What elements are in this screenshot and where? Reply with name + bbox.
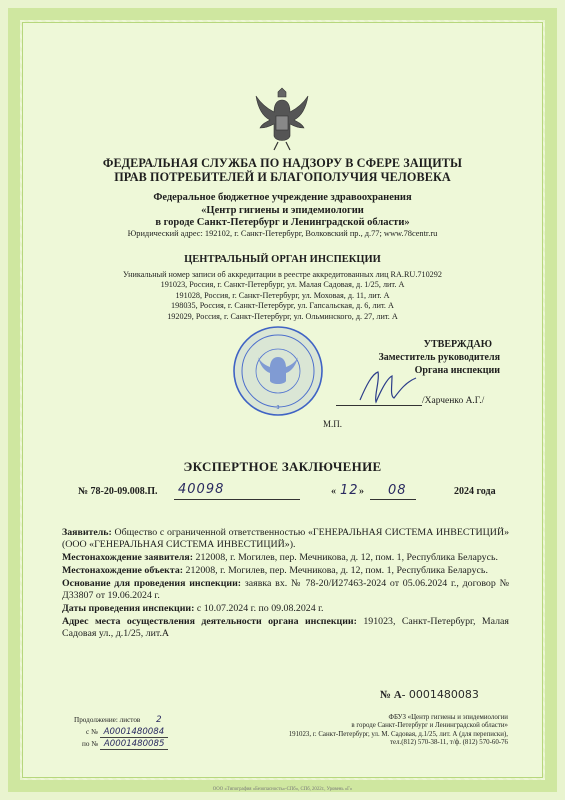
object-location-value: 212008, г. Могилев, пер. Мечникова, д. 12, пом. 1, Республика Беларусь. xyxy=(185,565,488,576)
institution-line-2: «Центр гигиены и эпидемиологии xyxy=(201,204,364,216)
number-handwritten: 40098 xyxy=(178,482,225,497)
approval-block xyxy=(340,338,500,377)
month-underline xyxy=(370,498,416,500)
round-seal-icon xyxy=(232,325,324,417)
from-number: А0001480084 xyxy=(100,727,169,738)
accreditation-addresses xyxy=(30,270,535,322)
approver-role-2: Органа инспекции xyxy=(414,365,500,376)
to-label: по № xyxy=(82,740,99,748)
year-label: 2024 года xyxy=(454,486,496,497)
institution-line-3: в городе Санкт-Петербург и Ленинградской области» xyxy=(155,217,410,228)
continuation-label: Продолжение: листов xyxy=(74,716,141,724)
object-location-label: Местонахождение объекта: xyxy=(62,565,184,576)
issuer-line: 191023, г. Санкт-Петербург, ул. М. Садовая, д.1/25, лит. А (для переписки), xyxy=(288,730,508,738)
continuation-count: 2 xyxy=(156,715,162,725)
address-line: 191023, Россия, г. Санкт-Петербург, ул. Малая Садовая, д. 1/25, лит. А xyxy=(160,280,405,290)
address-line: Уникальный номер записи об аккредитации в реестре аккредитованных лиц RA.RU.710292 xyxy=(123,270,442,279)
agency-line-1: ФЕДЕРАЛЬНАЯ СЛУЖБА ПО НАДЗОРУ В СФЕРЕ ЗАЩИТЫ xyxy=(102,156,463,170)
applicant-location-paragraph xyxy=(62,552,509,564)
address-line: 198035, Россия, г. Санкт-Петербург, ул. Гапсальская, д. 6, лит. А xyxy=(171,301,394,311)
dates-value: с 10.07.2024 г. по 09.08.2024 г. xyxy=(196,603,324,614)
to-row xyxy=(74,738,244,750)
applicant-value: Общество с ограниченной ответственностью «ГЕНЕРАЛЬНАЯ СИСТЕМА ИНВЕСТИЦИЙ» (ООО «ГЕНЕРАЛЬНАЯ СИСТЕМА ИНВЕСТИЦИЙ»). xyxy=(62,527,510,550)
continuation-block xyxy=(74,714,244,750)
approver-role-1: Заместитель руководителя xyxy=(378,352,500,363)
site-label: Адрес места осуществления деятельности органа инспекции: xyxy=(62,616,357,627)
serial-prefix: № А- xyxy=(380,689,406,701)
issuer-line: тел.(812) 570-38-11, т/ф. (812) 570-60-76 xyxy=(390,739,508,747)
issuer-line: в городе Санкт-Петербург и Ленинградской области» xyxy=(351,722,508,730)
signer-name: /Харченко А.Г./ xyxy=(422,396,485,406)
day-open-quote: « xyxy=(331,486,336,497)
dates-label: Даты проведения инспекции: xyxy=(62,603,195,614)
applicant-label: Заявитель: xyxy=(62,527,112,538)
site-value: 191023, Санкт-Петербург, Малая Садовая ул., д.1/25, лит.А xyxy=(62,616,509,639)
day-close-quote: » xyxy=(359,486,364,497)
number-underline xyxy=(174,498,300,500)
from-row xyxy=(74,726,244,738)
number-prefix: № 78-20-09.008.П. xyxy=(78,486,158,497)
organ-title: ЦЕНТРАЛЬНЫЙ ОРГАН ИНСПЕКЦИИ xyxy=(184,254,381,265)
basis-value: заявка вх. № 78-20/И27463-2024 от 05.06.2024 г., договор № Д33807 от 19.06.2024 г. xyxy=(62,578,510,601)
document-title: ЭКСПЕРТНОЕ ЗАКЛЮЧЕНИЕ xyxy=(183,459,382,474)
issuer-line: ФБУЗ «Центр гигиены и эпидемиологии xyxy=(388,714,508,721)
applicant-location-label: Местонахождение заявителя: xyxy=(62,552,194,563)
basis-label: Основание для проведения инспекции: xyxy=(62,578,242,589)
continuation-row xyxy=(74,714,244,726)
document-body xyxy=(62,527,509,641)
agency-line-2: ПРАВ ПОТРЕБИТЕЛЕЙ И БЛАГОПОЛУЧИЯ ЧЕЛОВЕКА xyxy=(114,170,451,184)
applicant-paragraph xyxy=(62,527,509,551)
address-line: 192029, Россия, г. Санкт-Петербург, ул. Ольминского, д. 27, лит. А xyxy=(167,311,398,321)
legal-address: Юридический адрес: 192102, г. Санкт-Петербург, Волковский пр., д.77; www.78centr.ru xyxy=(127,229,438,238)
signature-underline xyxy=(336,405,422,406)
basis-paragraph xyxy=(62,578,509,602)
month-handwritten: 08 xyxy=(388,483,407,498)
approve-label: УТВЕРЖДАЮ xyxy=(423,339,492,350)
applicant-location-value: 212008, г. Могилев, пер. Мечникова, д. 12, пом. 1, Республика Беларусь. xyxy=(195,552,498,563)
site-paragraph xyxy=(62,616,509,640)
seal-place-label: М.П. xyxy=(323,419,343,429)
signature-line xyxy=(336,396,486,406)
day-handwritten: 12 xyxy=(340,483,359,498)
double-headed-eagle-icon xyxy=(252,86,312,152)
institution-line-1: Федеральное бюджетное учреждение здравоохранения xyxy=(153,192,412,203)
serial-digits: 0001480083 xyxy=(408,688,479,701)
object-location-paragraph xyxy=(62,565,509,577)
svg-text:3: 3 xyxy=(276,405,280,411)
from-label: с № xyxy=(86,728,98,736)
address-line: 191028, Россия, г. Санкт-Петербург, ул. Моховая, д. 11, лит. А xyxy=(175,290,390,300)
printer-imprint: ООО «Типография «Безопасность»-СПб», СПб, 2022г., Уровень «Г» xyxy=(212,787,353,792)
institution-name xyxy=(30,192,535,230)
dates-paragraph xyxy=(62,603,509,615)
issuer-footer xyxy=(258,714,508,748)
agency-name xyxy=(30,156,535,184)
form-serial-number xyxy=(380,688,479,701)
to-number: А0001480085 xyxy=(100,739,169,750)
